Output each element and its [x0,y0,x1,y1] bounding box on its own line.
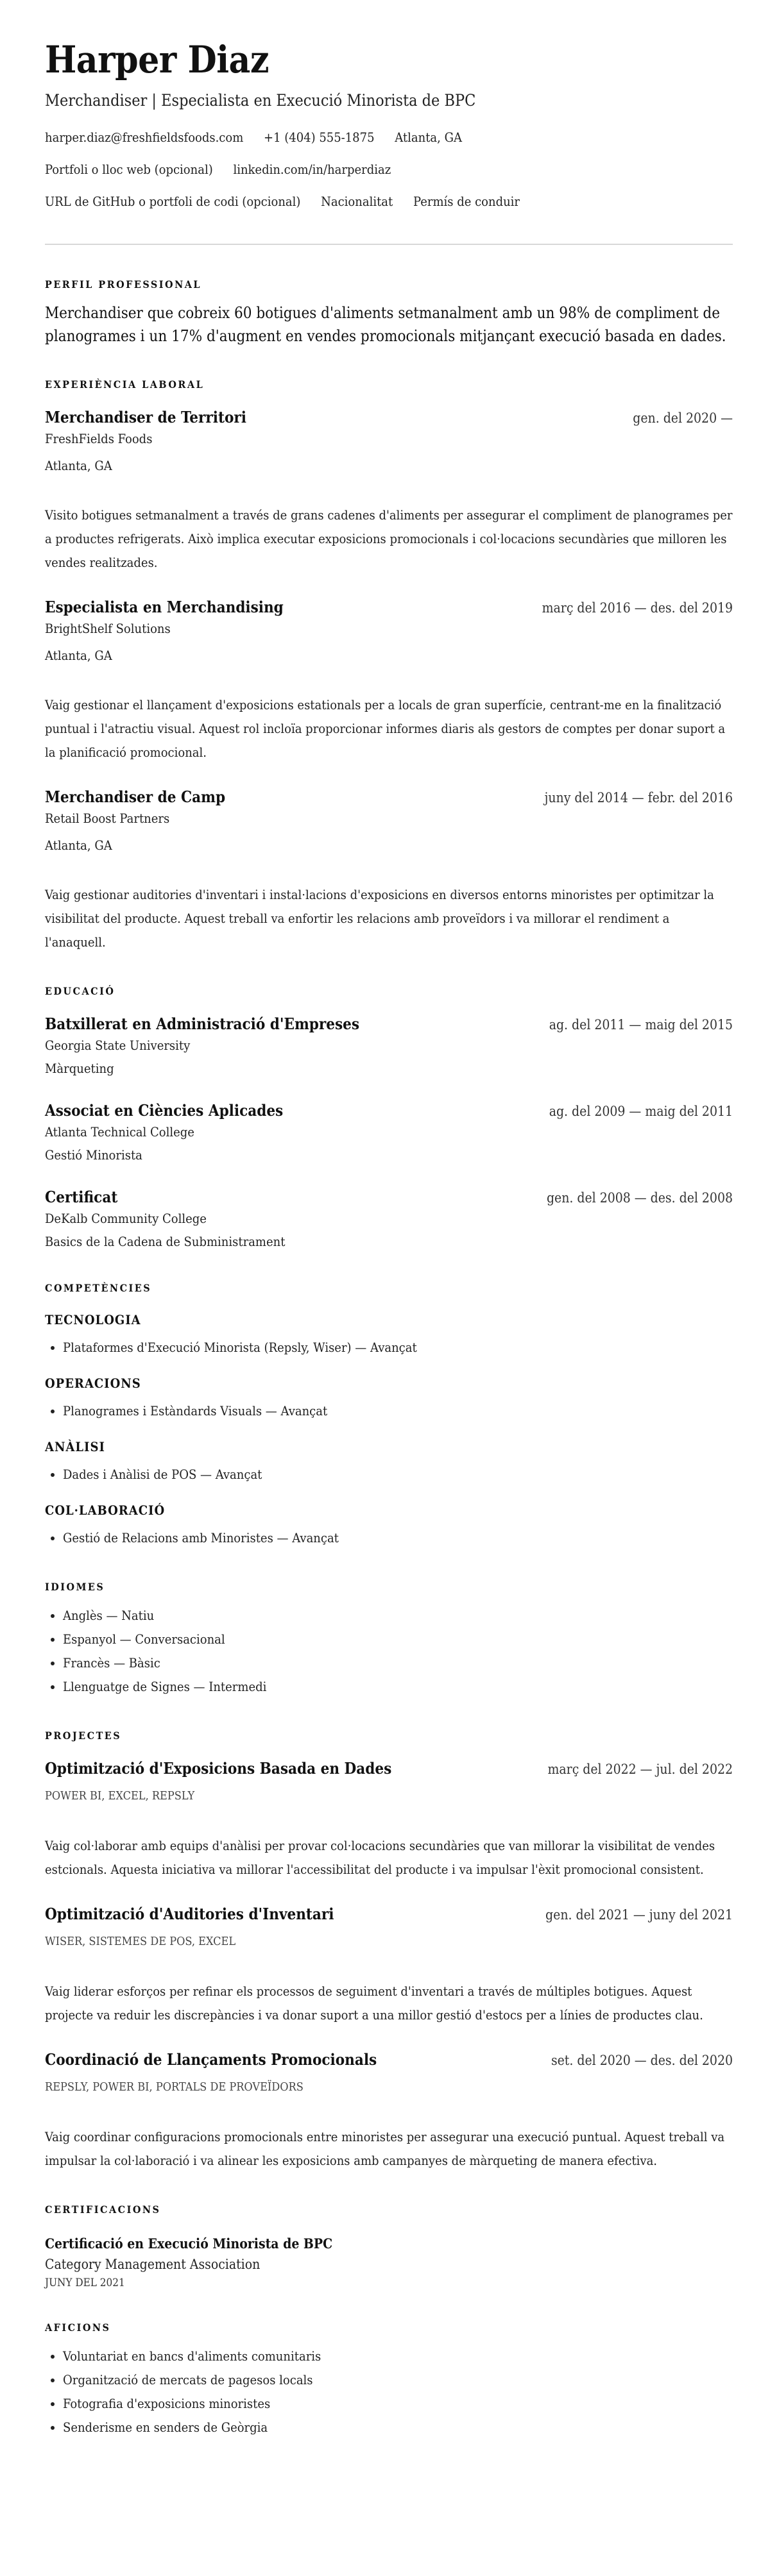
degree-title: Batxillerat en Administració d'Empreses [45,1014,360,1033]
project-title: Coordinació de Llançaments Promocionals [45,2050,377,2069]
project-entry [45,1903,733,2027]
project-description: Vaig liderar esforços per refinar els processos de seguiment d'inventari a través de múltiples botigues. Aquest projecte va reduir les discrepàncies i va donar suport a una millor gestió d'estocs per a línies de productes clau. [45,1983,703,2023]
project-tags: WISER, SISTEMES DE POS, EXCEL [45,1935,236,1948]
job-company: Retail Boost Partners [45,811,170,826]
job-company: BrightShelf Solutions [45,621,171,636]
project-tags: POWER BI, EXCEL, REPSLY [45,1789,195,1803]
contact-driving-license: Permís de conduir [413,194,520,209]
section-title: CERTIFICACIONS [45,2203,161,2216]
project-description: Vaig col·laborar amb equips d'anàlisi per provar col·locacions secundàries que van millorar la visibilitat de vendes estcionals. Aquesta iniciativa va millorar l'accessibilitat del producte i va impulsar l'èxit promocional consistent. [45,1838,715,1877]
candidate-name: Harper Diaz [45,38,269,81]
project-date: set. del 2020 — des. del 2020 [551,2053,733,2068]
job-company: FreshFields Foods [45,431,153,446]
skill-item: • Dades i Anàlisi de POS — Avançat [63,1463,733,1486]
field-of-study: Gestió Minorista [45,1147,142,1163]
skill-category: COL·LABORACIÓ [45,1503,166,1518]
job-date: juny del 2014 — febr. del 2016 [544,790,733,805]
section-title: COMPETÈNCIES [45,1282,152,1294]
skill-list [45,1336,733,1360]
section-title: AFICIONS [45,2321,111,2334]
skill-category: OPERACIONS [45,1376,141,1391]
languages-section [45,1579,733,1699]
section-title: PERFIL PROFESSIONAL [45,278,202,290]
job-description: Vaig gestionar auditories d'inventari i instal·lacions d'exposicions en diversos entorns minoristes per optimitzar la visibilitat del producte. Aquest treball va enfortir les relacions amb proveïdors i va millorar el rendiment a l'anaquell. [45,887,714,950]
skills-section [45,1281,733,1550]
resume-header [45,37,733,210]
job-title: Especialista en Merchandising [45,598,284,616]
job-entry [45,407,733,575]
project-entry [45,2049,733,2173]
contact-linkedin[interactable]: linkedin.com/in/harperdiaz [233,162,391,177]
language-item: • Espanyol — Conversacional [63,1628,733,1651]
job-location: Atlanta, GA [45,838,112,853]
education-entry [45,1100,733,1165]
language-list [45,1604,733,1699]
education-date: ag. del 2009 — maig del 2011 [549,1104,733,1119]
experience-section [45,377,733,954]
education-section [45,984,733,1251]
language-item: • Llenguatge de Signes — Intermedi [63,1675,733,1699]
contact-nationality: Nacionalitat [321,194,393,209]
section-title: EXPERIÈNCIA LABORAL [45,378,205,391]
section-title: PROJECTES [45,1730,122,1742]
job-title: Merchandiser de Camp [45,787,226,806]
certification-issuer: Category Management Association [45,2257,261,2272]
field-of-study: Basics de la Cadena de Subministrament [45,1234,286,1249]
job-description: Vaig gestionar el llançament d'exposicions estationals per a locals de gran superfície, centrant-me en la finalització puntual i l'atractiu visual. Aquest rol incloïa proporcionar informes diaris als gestors de comptes per donar suport a la planificació promocional. [45,697,726,760]
hobby-item: • Organització de mercats de pagesos locals [63,2368,733,2392]
skill-category: TECNOLOGIA [45,1312,141,1327]
degree-title: Certificat [45,1188,118,1206]
job-date: gen. del 2020 — [633,410,733,426]
education-entry [45,1186,733,1251]
summary-section [45,277,733,348]
project-date: gen. del 2021 — juny del 2021 [545,1907,733,1923]
contact-portfolio[interactable]: Portfoli o lloc web (opcional) [45,162,213,177]
school-name: Atlanta Technical College [45,1124,194,1140]
header-divider [45,244,733,245]
job-date: març del 2016 — des. del 2019 [542,600,733,616]
job-description: Visito botigues setmanalment a través de grans cadenes d'aliments per assegurar el compliment de planogrames per a productes refrigerats. Això implica executar exposicions promocionals i col·locacions secundàries que milloren les vendes realitzades. [45,507,733,570]
job-location: Atlanta, GA [45,458,112,473]
contact-row [45,160,733,178]
language-item: • Anglès — Natiu [63,1604,733,1628]
job-location: Atlanta, GA [45,648,112,663]
skill-item: • Planogrames i Estàndards Visuals — Avançat [63,1399,733,1423]
contact-row [45,192,733,210]
hobbies-section [45,2320,733,2439]
project-tags: REPSLY, POWER BI, PORTALS DE PROVEÏDORS [45,2080,304,2094]
contact-email[interactable]: harper.diaz@freshfieldsfoods.com [45,130,244,145]
skill-item: • Gestió de Relacions amb Minoristes — Avançat [63,1526,733,1550]
skill-category: ANÀLISI [45,1439,105,1454]
skill-list [45,1399,733,1423]
job-entry [45,596,733,764]
education-date: ag. del 2011 — maig del 2015 [549,1017,733,1032]
hobby-item: • Senderisme en senders de Geòrgia [63,2416,733,2439]
project-title: Optimització d'Auditories d'Inventari [45,1905,334,1923]
skill-list [45,1463,733,1486]
skill-list [45,1526,733,1550]
field-of-study: Màrqueting [45,1061,114,1076]
summary-text: Merchandiser que cobreix 60 botigues d'aliments setmanalment amb un 98% de compliment de planogrames i un 17% d'augment en vendes promocionals mitjançant execució basada en dades. [45,304,726,345]
contact-row [45,128,733,146]
certification-name: Certificació en Execució Minorista de BPC [45,2235,333,2252]
candidate-headline: Merchandiser | Especialista en Execució Minorista de BPC [45,91,476,110]
education-entry [45,1013,733,1078]
project-entry [45,1758,733,1881]
hobby-item: • Fotografia d'exposicions minoristes [63,2392,733,2416]
contact-phone[interactable]: +1 (404) 555-1875 [264,130,375,145]
section-title: EDUCACIÓ [45,985,116,997]
contact-github[interactable]: URL de GitHub o portfoli de codi (opcional) [45,194,301,209]
section-title: IDIOMES [45,1581,105,1593]
certification-date: JUNY DEL 2021 [45,2277,125,2289]
hobby-item: • Voluntariat en bancs d'aliments comunitaris [63,2344,733,2368]
project-date: març del 2022 — jul. del 2022 [547,1762,733,1777]
job-title: Merchandiser de Territori [45,408,246,426]
project-description: Vaig coordinar configuracions promocionals entre minoristes per assegurar una execució puntual. Aquest treball va impulsar la col·laboració i va alinear les exposicions amb campanyes de màrqueting de manera efectiva. [45,2129,725,2168]
hobby-list [45,2344,733,2439]
certifications-section [45,2202,733,2291]
skill-item: • Plataformes d'Execució Minorista (Repsly, Wiser) — Avançat [63,1336,733,1360]
language-item: • Francès — Bàsic [63,1651,733,1675]
job-entry [45,786,733,954]
projects-section [45,1728,733,2173]
education-date: gen. del 2008 — des. del 2008 [546,1190,733,1206]
contact-location: Atlanta, GA [395,130,462,145]
school-name: Georgia State University [45,1038,191,1053]
project-title: Optimització d'Exposicions Basada en Dades [45,1759,392,1778]
school-name: DeKalb Community College [45,1211,207,1226]
degree-title: Associat en Ciències Aplicades [45,1101,284,1120]
